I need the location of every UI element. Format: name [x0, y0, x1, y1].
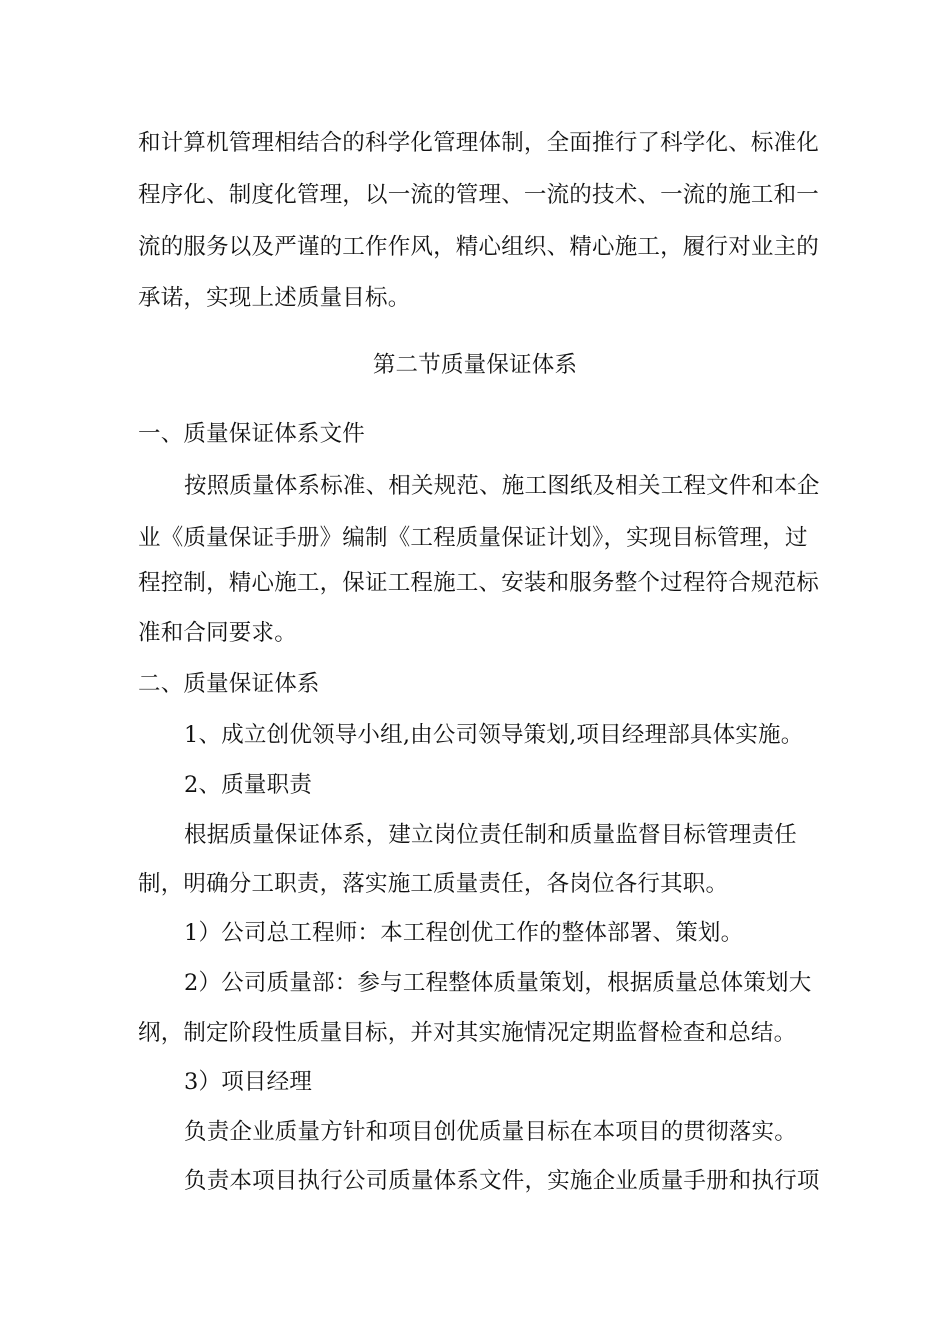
paragraph-line: 承诺，实现上述质量目标。	[138, 285, 411, 311]
paragraph-line: 按照质量体系标准、相关规范、施工图纸及相关工程文件和本企	[184, 473, 820, 499]
section-title: 第二节质量保证体系	[372, 352, 578, 378]
list-item: 2）公司质量部：参与工程整体质量策划，根据质量总体策划大	[184, 970, 812, 996]
paragraph-line: 和计算机管理相结合的科学化管理体制，全面推行了科学化、标准化	[138, 130, 820, 156]
paragraph-line: 准和合同要求。	[138, 620, 297, 646]
paragraph-line: 根据质量保证体系，建立岗位责任制和质量监督目标管理责任	[184, 822, 797, 848]
part-1-heading: 一、质量保证体系文件	[138, 421, 366, 447]
paragraph-line: 业《质量保证手册》编制《工程质量保证计划》，实现目标管理，过	[138, 525, 808, 551]
paragraph-line: 负责企业质量方针和项目创优质量目标在本项目的贯彻落实。	[184, 1119, 797, 1145]
list-item: 1）公司总工程师：本工程创优工作的整体部署、策划。	[184, 920, 744, 946]
list-item: 3）项目经理	[184, 1069, 313, 1095]
paragraph-line: 程序化、制度化管理，以一流的管理、一流的技术、一流的施工和一	[138, 182, 820, 208]
paragraph-line: 程控制，精心施工，保证工程施工、安装和服务整个过程符合规范标	[138, 570, 820, 596]
paragraph-line: 纲，制定阶段性质量目标，并对其实施情况定期监督检查和总结。	[138, 1020, 797, 1046]
part-2-heading: 二、质量保证体系	[138, 671, 320, 697]
paragraph-line: 制，明确分工职责，落实施工质量责任，各岗位各行其职。	[138, 871, 729, 897]
list-item: 1、成立创优领导小组,由公司领导策划,项目经理部具体实施。	[184, 722, 804, 748]
list-item: 2、质量职责	[184, 772, 313, 798]
paragraph-line: 负责本项目执行公司质量体系文件，实施企业质量手册和执行项	[184, 1168, 820, 1194]
paragraph-line: 流的服务以及严谨的工作作风，精心组织、精心施工，履行对业主的	[138, 234, 820, 260]
